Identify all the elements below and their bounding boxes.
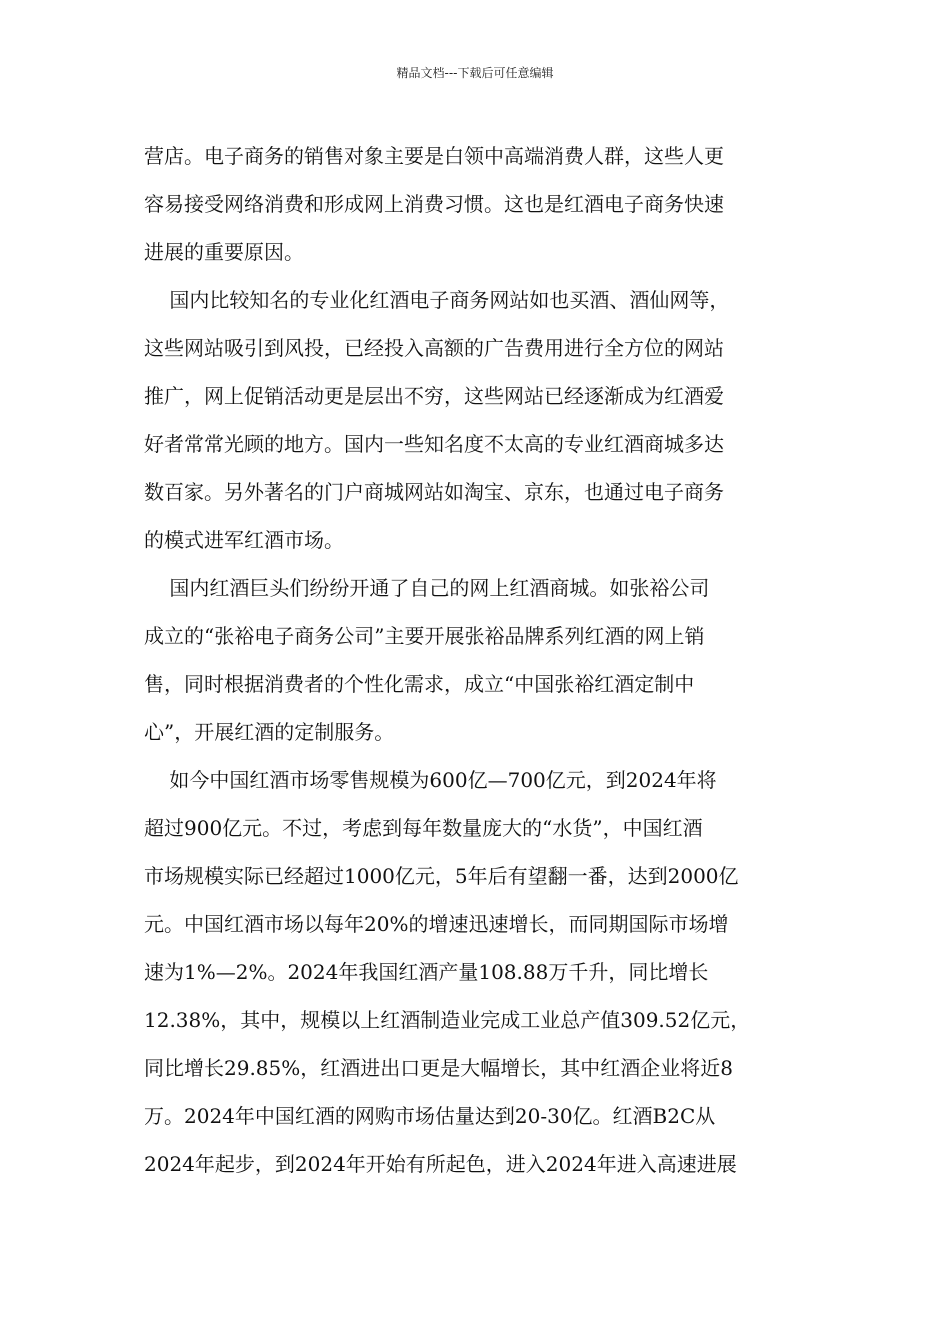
text-line: 数百家。另外著名的门户商城网站如淘宝、京东，也通过电子商务 [144, 480, 724, 504]
text-line: 同比增长29.85%，红酒进出口更是大幅增长，其中红酒企业将近8 [144, 1056, 733, 1080]
document-body [144, 132, 806, 1188]
text-line: 推广，网上促销活动更是层出不穷，这些网站已经逐渐成为红酒爱 [144, 384, 724, 408]
text-line: 进展的重要原因。 [144, 240, 304, 264]
text-line: 如今中国红酒市场零售规模为600亿—700亿元，到2024年将 [144, 768, 717, 792]
text-line: 元。中国红酒市场以每年20%的增速迅速增长，而同期国际市场增 [144, 912, 729, 936]
text-line: 国内红酒巨头们纷纷开通了自己的网上红酒商城。如张裕公司 [144, 576, 710, 600]
text-line: 国内比较知名的专业化红酒电子商务网站如也买酒、酒仙网等， [144, 288, 730, 312]
text-line: 这些网站吸引到风投，已经投入高额的广告费用进行全方位的网站 [144, 336, 724, 360]
text-line: 容易接受网络消费和形成网上消费习惯。这也是红酒电子商务快速 [144, 192, 724, 216]
text-line: 万。2024年中国红酒的网购市场估量达到20-30亿。红酒B2C从 [144, 1104, 716, 1128]
text-line: 12.38%，其中，规模以上红酒制造业完成工业总产值309.52亿元， [144, 1008, 751, 1032]
text-line: 好者常常光顾的地方。国内一些知名度不太高的专业红酒商城多达 [144, 432, 724, 456]
text-line: 超过900亿元。不过，考虑到每年数量庞大的“水货”，中国红酒 [144, 816, 703, 840]
text-line: 营店。电子商务的销售对象主要是白领中高端消费人群，这些人更 [144, 144, 724, 168]
text-line: 售，同时根据消费者的个性化需求，成立“中国张裕红酒定制中 [144, 672, 695, 696]
text-line: 市场规模实际已经超过1000亿元，5年后有望翻一番，达到2000亿 [144, 864, 739, 888]
text-line: 成立的“张裕电子商务公司”主要开展张裕品牌系列红酒的网上销 [144, 624, 705, 648]
text-line: 2024年起步，到2024年开始有所起色，进入2024年进入高速进展 [144, 1152, 737, 1176]
text-line: 心”，开展红酒的定制服务。 [144, 720, 395, 744]
text-line: 的模式进军红酒市场。 [144, 528, 344, 552]
text-line: 速为1%—2%。2024年我国红酒产量108.88万千升，同比增长 [144, 960, 709, 984]
page-header: 精品文档---下载后可任意编辑 [396, 66, 554, 80]
